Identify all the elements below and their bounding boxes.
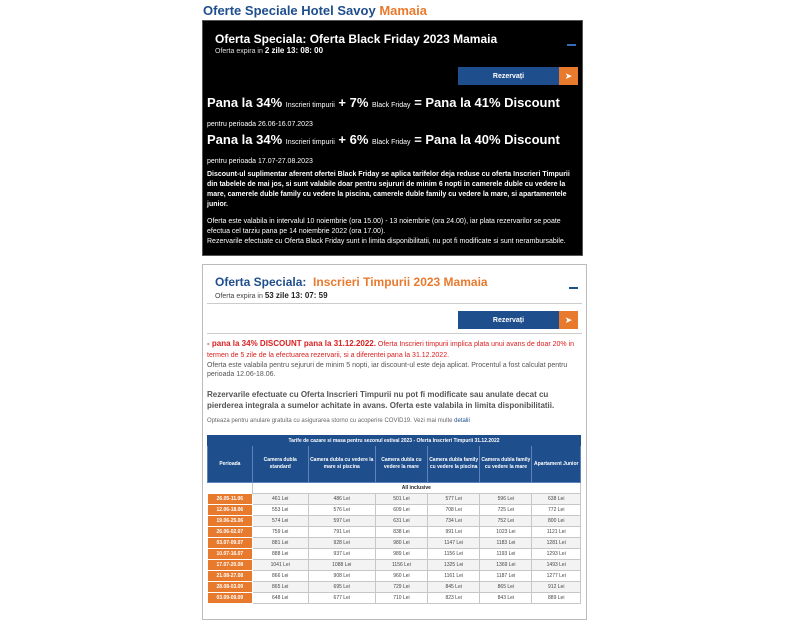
price-cell: 1183 Lei	[480, 538, 532, 549]
early-booking-offer-panel	[202, 264, 587, 620]
deal-total-discount: = Pana la 41% Discount	[414, 95, 560, 110]
column-header-sea-pool-view: Camera dubla cu vedere la mare si piscina	[308, 446, 375, 483]
black-friday-offer-title: Oferta Speciala: Oferta Black Friday 2023 Mamaia	[215, 32, 498, 46]
deal-base-discount: Pana la 34%	[207, 95, 283, 110]
meal-plan-spacer	[208, 483, 253, 494]
price-cell: 912 Lei	[532, 582, 581, 593]
table-row	[208, 494, 581, 505]
price-cell: 881 Lei	[252, 538, 308, 549]
storno-details-link[interactable]: detalii	[454, 418, 470, 424]
price-cell: 596 Lei	[480, 494, 532, 505]
price-cell: 695 Lei	[308, 582, 375, 593]
price-cell: 553 Lei	[252, 505, 308, 516]
column-header-period: Perioada	[208, 446, 253, 483]
deal-extra-label: Black Friday	[372, 102, 411, 109]
price-cell: 772 Lei	[532, 505, 581, 516]
early-booking-reserve-button[interactable]	[458, 311, 578, 329]
price-cell: 1161 Lei	[428, 571, 480, 582]
black-friday-offer-panel	[202, 20, 583, 256]
period-cell: 03.09-09.09	[208, 593, 253, 604]
table-row	[208, 560, 581, 571]
price-cell: 1493 Lei	[532, 560, 581, 571]
period-cell: 26.06-02.07	[208, 527, 253, 538]
price-cell: 1156 Lei	[428, 549, 480, 560]
price-cell: 708 Lei	[428, 505, 480, 516]
price-table	[207, 435, 581, 604]
column-header-sea-view: Camera dubla cu vedere la mare	[375, 446, 427, 483]
price-cell: 577 Lei	[428, 494, 480, 505]
page-title-accent: Mamaia	[379, 3, 428, 18]
meal-plan-label: All inclusive	[252, 483, 580, 494]
price-cell: 843 Lei	[480, 593, 532, 604]
reserve-button-label: Rezervați	[492, 72, 525, 80]
price-cell: 1088 Lei	[308, 560, 375, 571]
period-cell: 26.05-11.06	[208, 494, 253, 505]
price-cell: 752 Lei	[480, 516, 532, 527]
price-cell: 501 Lei	[375, 494, 427, 505]
price-cell: 1325 Lei	[428, 560, 480, 571]
price-cell: 838 Lei	[375, 527, 427, 538]
reserve-button-label: Rezervați	[492, 316, 525, 324]
period-cell: 19.06-25.06	[208, 516, 253, 527]
early-booking-countdown: 53 zile 13: 07: 59	[264, 291, 328, 300]
divider	[207, 303, 582, 304]
price-cell: 791 Lei	[308, 527, 375, 538]
price-cell: 1277 Lei	[532, 571, 581, 582]
price-cell: 1041 Lei	[252, 560, 308, 571]
minus-icon[interactable]	[567, 44, 576, 46]
black-friday-validity-note: Oferta este valabila in intervalul 10 noiembrie (ora 15.00) - 13 noiembrie (ora 24.00), iar plata rezervarilor se poate efectua cel tarziu pana pe 14 noiembrie 2022 (ora 17.00).	[207, 218, 561, 235]
price-cell: 1121 Lei	[532, 527, 581, 538]
deal-base-label: Inscrieri timpurii	[285, 139, 335, 146]
price-cell: 574 Lei	[252, 516, 308, 527]
price-cell: 1193 Lei	[480, 549, 532, 560]
black-friday-deal-2	[207, 132, 560, 147]
column-header-junior-suite: Apartament Junior	[532, 446, 581, 483]
black-friday-period-1: pentru perioada 26.06-16.07.2023	[207, 121, 313, 128]
table-row	[208, 593, 581, 604]
early-booking-title-accent: Inscrieri Timpurii 2023 Mamaia	[313, 275, 488, 289]
table-row	[208, 527, 581, 538]
black-friday-period-2: pentru perioada 17.07-27.08.2023	[207, 158, 313, 165]
price-cell: 800 Lei	[532, 516, 581, 527]
price-cell: 1369 Lei	[480, 560, 532, 571]
price-cell: 734 Lei	[428, 516, 480, 527]
price-cell: 725 Lei	[480, 505, 532, 516]
price-cell: 845 Lei	[428, 582, 480, 593]
price-cell: 759 Lei	[252, 527, 308, 538]
price-cell: 1156 Lei	[375, 560, 427, 571]
storno-insurance-note	[207, 418, 470, 424]
paper-plane-icon: ➤	[559, 311, 578, 329]
deal-total-discount: = Pana la 40% Discount	[414, 132, 560, 147]
page-title	[203, 3, 427, 18]
early-booking-expire-label: Oferta expira in	[215, 293, 263, 300]
price-cell: 648 Lei	[252, 593, 308, 604]
table-row	[208, 549, 581, 560]
price-cell: 677 Lei	[308, 593, 375, 604]
black-friday-description: Discount-ul suplimentar aferent ofertei Black Friday se aplica tarifelor deja reduse cu oferta Inscrieri Timpurii din tabelele de mai jos, si sunt valabile doar pentru sejururi de minim 6 nopti in camerele duble cu vedere la mare, camerele duble family cu vedere la piscina, camerele duble family cu vedere la mare, si apartamentele junior.	[207, 171, 570, 208]
table-row	[208, 505, 581, 516]
period-cell: 12.06-18.06	[208, 505, 253, 516]
storno-insurance-text: Opteaza pentru anulare gratuita cu asigurarea storno cu acoperire COVID19. Vezi mai multe	[207, 418, 453, 424]
black-friday-deal-1	[207, 95, 560, 110]
period-cell: 03.07-09.07	[208, 538, 253, 549]
column-header-family-sea-view: Camera dubla family cu vedere la mare	[480, 446, 532, 483]
early-booking-expire	[215, 291, 328, 300]
table-row	[208, 538, 581, 549]
period-cell: 17.07-20.08	[208, 560, 253, 571]
price-cell: 865 Lei	[480, 582, 532, 593]
price-cell: 823 Lei	[428, 593, 480, 604]
minus-icon[interactable]	[569, 287, 578, 289]
paper-plane-icon: ➤	[559, 67, 578, 85]
early-booking-validity-text: Oferta este valabila pentru sejururi de minim 5 nopti, iar discount-ul este deja aplicat. Procentul a fost calculat pentru perioada 12.06-18.06.	[207, 362, 568, 378]
deal-extra-label: Black Friday	[372, 139, 411, 146]
price-cell: 461 Lei	[252, 494, 308, 505]
early-booking-offer-title	[215, 275, 488, 289]
price-cell: 888 Lei	[252, 549, 308, 560]
price-cell: 989 Lei	[375, 549, 427, 560]
price-cell: 597 Lei	[308, 516, 375, 527]
page-title-main: Oferte Speciale Hotel Savoy	[203, 3, 376, 18]
price-cell: 928 Lei	[308, 538, 375, 549]
price-cell: 729 Lei	[375, 582, 427, 593]
early-booking-discount-headline: - pana la 34% DISCOUNT pana la 31.12.2022.	[207, 339, 376, 348]
column-header-standard: Camera dubla standard	[252, 446, 308, 483]
black-friday-terms-note: Rezervarile efectuate cu Oferta Black Friday sunt in limita disponibilitatii, nu pot fi modificate si sunt nerambursabile.	[207, 238, 566, 245]
table-row	[208, 582, 581, 593]
column-header-family-pool-view: Camera dubla family cu vedere la piscina	[428, 446, 480, 483]
price-cell: 991 Lei	[428, 527, 480, 538]
early-booking-discount-text	[207, 338, 581, 361]
deal-extra-discount: + 6%	[338, 132, 369, 147]
price-cell: 609 Lei	[375, 505, 427, 516]
period-cell: 28.08-03.09	[208, 582, 253, 593]
period-cell: 10.07-16.07	[208, 549, 253, 560]
price-cell: 889 Lei	[532, 593, 581, 604]
deal-base-label: Inscrieri timpurii	[285, 102, 335, 109]
black-friday-countdown: 2 zile 13: 08: 00	[264, 46, 324, 55]
price-cell: 1023 Lei	[480, 527, 532, 538]
deal-extra-discount: + 7%	[338, 95, 369, 110]
price-cell: 960 Lei	[375, 571, 427, 582]
price-cell: 576 Lei	[308, 505, 375, 516]
price-cell: 980 Lei	[375, 538, 427, 549]
deal-base-discount: Pana la 34%	[207, 132, 283, 147]
black-friday-expire-label: Oferta expira in	[215, 48, 263, 55]
price-cell: 710 Lei	[375, 593, 427, 604]
table-row	[208, 516, 581, 527]
price-cell: 638 Lei	[532, 494, 581, 505]
price-cell: 908 Lei	[308, 571, 375, 582]
price-cell: 865 Lei	[252, 582, 308, 593]
black-friday-reserve-button[interactable]	[458, 67, 578, 85]
price-table-caption: Tarife de cazare si masa pentru sezonul estival 2023 - Oferta Inscrieri Timpurii 31.12.2022	[208, 436, 581, 446]
price-cell: 1147 Lei	[428, 538, 480, 549]
price-cell: 866 Lei	[252, 571, 308, 582]
price-cell: 937 Lei	[308, 549, 375, 560]
price-cell: 1281 Lei	[532, 538, 581, 549]
divider	[207, 333, 582, 334]
early-booking-terms-text: Rezervarile efectuate cu Oferta Inscrieri Timpurii nu pot fi modificate sau anulate decat cu pierderea integrala a sumelor achitate in avans. Oferta este valabila in limita disponibilitatii.	[207, 390, 555, 410]
period-cell: 21.08-27.08	[208, 571, 253, 582]
price-cell: 1293 Lei	[532, 549, 581, 560]
black-friday-expire	[215, 46, 323, 55]
price-cell: 486 Lei	[308, 494, 375, 505]
price-cell: 1187 Lei	[480, 571, 532, 582]
early-booking-title-main: Oferta Speciala:	[215, 275, 307, 289]
price-cell: 631 Lei	[375, 516, 427, 527]
early-booking-payment-terms: Oferta Inscrieri timpurii implica plata unui avans de doar 20% in termen de 5 zile de la efectuarea rezervarii, si a diferentei pana la 31.12.2022.	[207, 341, 575, 359]
table-row	[208, 571, 581, 582]
